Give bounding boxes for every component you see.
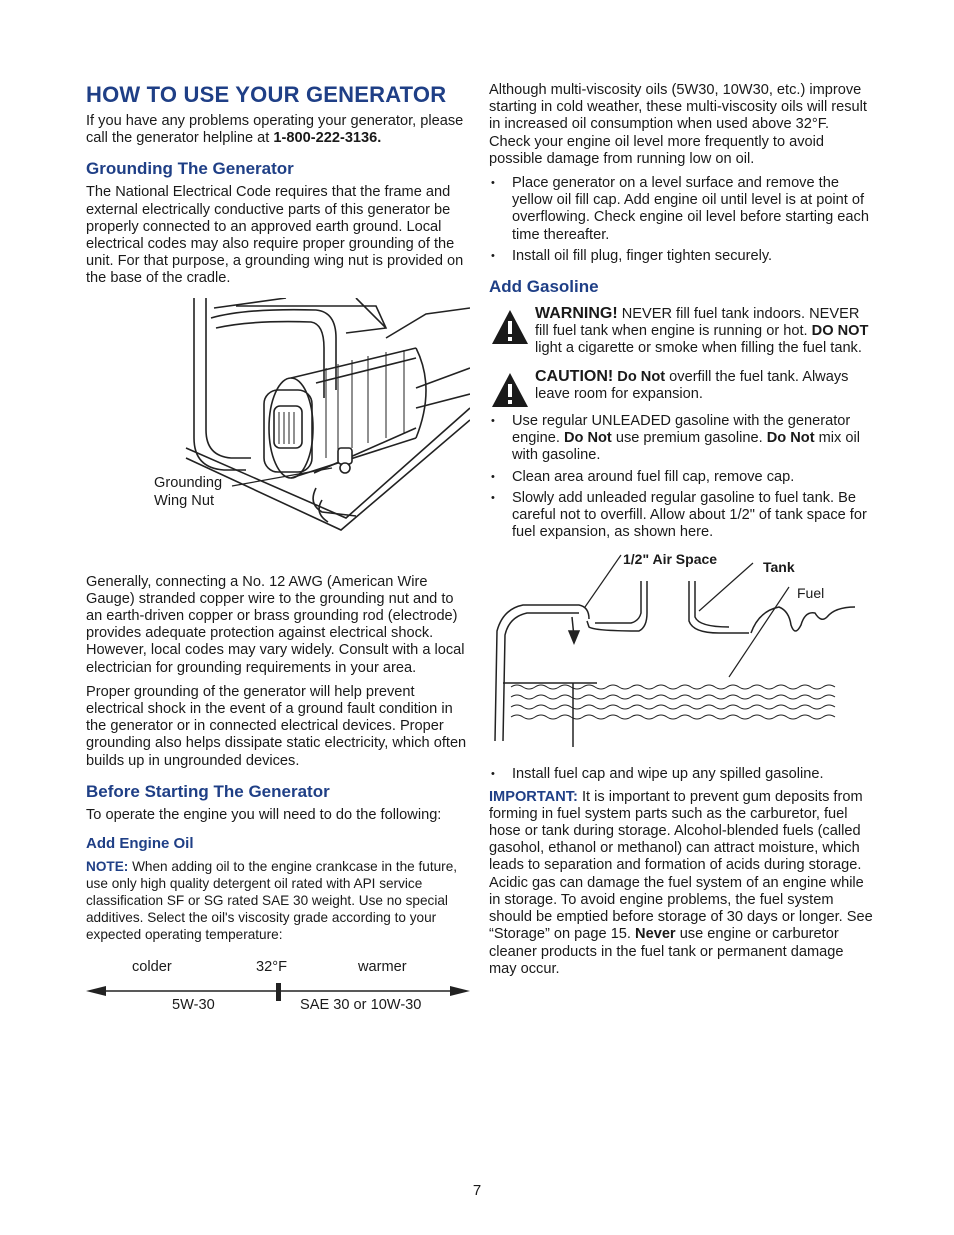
multi-viscosity-paragraph: Although multi-viscosity oils (5W30, 10W30, etc.) improve starting in cold weather, these multi-viscosity oils will result in increased oil consumption when used above 32°F. Check your engine oil level more frequently to avoid possible damage from running low on oil.: [489, 82, 867, 167]
important-paragraph: [489, 789, 873, 978]
add-gasoline-heading: Add Gasoline: [489, 277, 599, 297]
note-text: When adding oil to the engine crankcase in the future, use only high quality detergent oil rated with API service classification SF or SG rated SAE 30 weight. Use no special additives. Select the oil's viscosity grade according to your expected operating temperature:: [86, 859, 458, 943]
grounding-paragraph-2: Generally, connecting a No. 12 AWG (American Wire Gauge) stranded copper wire to the grounding nut and to an earth-driven copper or brass grounding rod (electrode) provides adequate protection against electrical shock. However, local codes may vary widely. Consult with a local electrician for grounding requirements in your area.: [86, 573, 465, 676]
oil-note: [86, 858, 470, 943]
b1-text-2: use premium gasoline.: [615, 430, 763, 447]
intro-paragraph: [86, 113, 470, 147]
b1-text-1: Use regular UNLEADED gasoline with the generator engine.: [512, 413, 851, 447]
list-item: • Slowly add unleaded regular gasoline to fuel tank. Be careful not to overfill. Allow about 1/2" of tank space for fuel expansion, as shown here.: [489, 490, 873, 542]
list-item: • Place generator on a level surface and remove the yellow oil fill cap. Add engine oil until level is at point of overflowing. Check engine oil level before starting each time thereafter.: [489, 175, 873, 244]
important-text-1: It is important to prevent gum deposits from forming in fuel system parts such as the carburetor, fuel hose or tank during storage. Alcohol-blended fuels (called gasohol, ethanol or methanol) can attract moisture, which leads to separation and formation of acids during storage. Acidic gas can damage the fuel system of an engine while in storage. To avoid engine problems, the fuel system should be emptied before storage of 30 days or longer. See “Storage” on page 15.: [489, 788, 873, 943]
add-engine-oil-heading: Add Engine Oil: [86, 835, 194, 853]
grounding-paragraph-3: Proper grounding of the generator will help prevent electrical shock in the event of a ground fault condition in the generator or in connected electrical devices. Proper grounding also helps dissipate static electricity, which often builds up in ungrounded devices.: [86, 683, 467, 769]
b1-text-3: mix oil with gasoline.: [512, 430, 860, 464]
warm-oil-grade: SAE 30 or 10W-30: [300, 997, 422, 1014]
warning-triangle-icon: [491, 309, 529, 345]
note-label: NOTE:: [86, 859, 129, 875]
cold-oil-grade: 5W-30: [172, 997, 215, 1014]
caution-do-not: Do Not: [617, 368, 666, 385]
left-column: [86, 82, 470, 1033]
oil-steps-list: [489, 175, 873, 265]
caution-triangle-icon: [491, 372, 529, 408]
fuel-tank-diagram: [489, 551, 873, 756]
list-item: • Install fuel cap and wipe up any spilled gasoline.: [489, 766, 873, 783]
wing-nut-callout: [154, 474, 222, 510]
before-starting-paragraph: To operate the engine you will need to do the following:: [86, 806, 442, 823]
fuel-label: Fuel: [797, 585, 825, 602]
grounding-paragraph-1: The National Electrical Code requires that the frame and external electrically conductive parts of this generator be properly connected to an approved earth ground. Local electrical codes may also require proper grounding of the unit. For that purpose, a grounding wing nut is provided on the base of the cradle.: [86, 184, 464, 287]
intro-text: If you have any problems operating your generator, please call the generator helpline at: [86, 113, 464, 147]
caution-block: [489, 368, 873, 403]
grounding-figure: [86, 298, 470, 568]
grounding-heading: Grounding The Generator: [86, 159, 294, 179]
important-label: IMPORTANT:: [489, 788, 578, 805]
oil-viscosity-chart: [86, 953, 470, 1033]
warning-label: WARNING!: [535, 305, 618, 323]
air-space-label: 1/2" Air Space: [623, 551, 718, 568]
warning-block: [489, 305, 873, 358]
wing-nut-label-line2: Wing Nut: [154, 492, 215, 509]
right-column: [489, 82, 873, 985]
caution-label: CAUTION!: [535, 367, 614, 385]
fuel-tank-figure: [489, 551, 873, 756]
tank-label: Tank: [763, 559, 795, 576]
warning-do-not: DO NOT: [811, 323, 869, 340]
gasoline-steps-list: [489, 413, 873, 541]
b1-bold-2: Do Not: [766, 430, 815, 447]
warmer-label: warmer: [358, 959, 407, 976]
important-text-2: use engine or carburetor cleaner products in the fuel tank or permanent damage may occur.: [489, 926, 844, 977]
list-item: • Install oil fill plug, finger tighten securely.: [489, 248, 873, 265]
warning-text-2: light a cigarette or smoke when filling the fuel tank.: [535, 340, 862, 357]
important-never: Never: [635, 926, 676, 943]
final-steps-list: [489, 766, 873, 783]
page-title: HOW TO USE YOUR GENERATOR: [86, 82, 447, 107]
helpline-number: 1-800-222-3136.: [273, 130, 382, 147]
list-item: [489, 413, 873, 465]
list-item: • Clean area around fuel fill cap, remove cap.: [489, 469, 873, 486]
warning-text-1: NEVER fill fuel tank indoors. NEVER fill fuel tank when engine is running or hot.: [535, 306, 860, 340]
generator-illustration: [86, 298, 470, 568]
caution-text: overfill the fuel tank. Always leave room for expansion.: [535, 368, 849, 402]
wing-nut-label-line1: Grounding: [154, 474, 223, 491]
colder-label: colder: [132, 959, 172, 976]
temperature-label: 32°F: [256, 959, 287, 976]
before-starting-heading: Before Starting The Generator: [86, 781, 330, 801]
page-number: 7: [472, 1182, 482, 1199]
b1-bold-1: Do Not: [563, 430, 612, 447]
